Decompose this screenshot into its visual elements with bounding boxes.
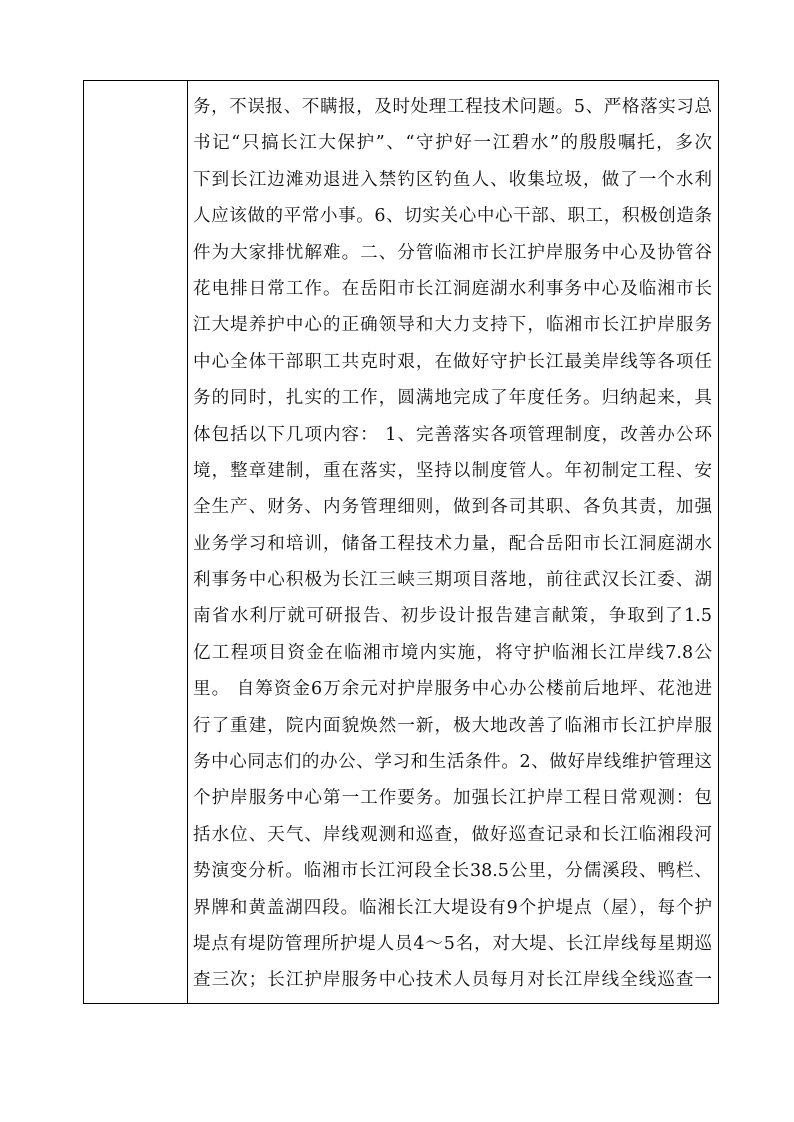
text-line-9: 务的同时，扎实的工作，圆满地完成了年度任务。归纳起来，具 bbox=[193, 388, 712, 409]
text-line-8: 中心全体干部职工共克时艰，在做好守护长江最美岸线等各项任 bbox=[193, 351, 712, 372]
text-line-7: 江大堤养护中心的正确领导和大力支持下，临湘市长江护岸服务 bbox=[193, 315, 712, 336]
text-line-10: 体包括以下几项内容： 1、完善落实各项管理制度，改善办公环 bbox=[193, 424, 712, 445]
text-line-18: 行了重建，院内面貌焕然一新，极大地改善了临湘市长江护岸服 bbox=[193, 715, 712, 736]
text-line-20: 个护岸服务中心第一工作要务。加强长江护岸工程日常观测：包 bbox=[193, 788, 712, 809]
text-line-17: 里。 自筹资金6万余元对护岸服务中心办公楼前后地坪、花池进 bbox=[193, 679, 712, 700]
text-line-4: 人应该做的平常小事。6、切实关心中心干部、职工，积极创造条 bbox=[193, 206, 712, 227]
text-line-21: 括水位、天气、岸线观测和巡查，做好巡查记录和长江临湘段河 bbox=[193, 824, 712, 845]
text-line-24: 堤点有堤防管理所护堤人员4～5名，对大堤、长江岸线每星期巡 bbox=[193, 933, 712, 954]
document-table bbox=[83, 80, 719, 1004]
text-line-13: 业务学习和培训，储备工程技术力量，配合岳阳市长江洞庭湖水 bbox=[193, 533, 712, 554]
text-line-22: 势演变分析。临湘市长江河段全长38.5公里，分儒溪段、鸭栏、 bbox=[193, 861, 712, 882]
text-line-14: 利事务中心积极为长江三峡三期项目落地，前往武汉长江委、湖 bbox=[193, 570, 712, 591]
table-content-cell bbox=[188, 81, 718, 1003]
text-line-12: 全生产、财务、内务管理细则，做到各司其职、各负其责，加强 bbox=[193, 497, 712, 518]
text-line-11: 境，整章建制，重在落实，坚持以制度管人。年初制定工程、安 bbox=[193, 460, 712, 481]
text-line-19: 务中心同志们的办公、学习和生活条件。2、做好岸线维护管理这 bbox=[193, 752, 712, 773]
text-line-16: 亿工程项目资金在临湘市境内实施，将守护临湘长江岸线7.8公 bbox=[193, 642, 712, 663]
text-line-1: 务，不误报、不瞒报，及时处理工程技术问题。5、严格落实习总 bbox=[193, 97, 712, 117]
text-line-3: 下到长江边滩劝退进入禁钓区钓鱼人、收集垃圾，做了一个水利 bbox=[193, 169, 712, 190]
text-line-6: 花电排日常工作。在岳阳市长江洞庭湖水利事务中心及临湘市长 bbox=[193, 278, 712, 299]
text-line-5: 件为大家排忧解难。二、分管临湘市长江护岸服务中心及协管谷 bbox=[193, 242, 712, 263]
table-label-cell bbox=[84, 81, 188, 1003]
text-line-25: 查三次；长江护岸服务中心技术人员每月对长江岸线全线巡查一 bbox=[193, 970, 712, 991]
text-line-2: 书记“只搞长江大保护”、“守护好一江碧水”的殷殷嘱托，多次 bbox=[193, 133, 712, 154]
text-line-23: 界牌和黄盖湖四段。临湘长江大堤设有9个护堤点（屋），每个护 bbox=[193, 897, 712, 918]
text-line-15: 南省水利厅就可研报告、初步设计报告建言献策，争取到了1.5 bbox=[193, 606, 712, 627]
